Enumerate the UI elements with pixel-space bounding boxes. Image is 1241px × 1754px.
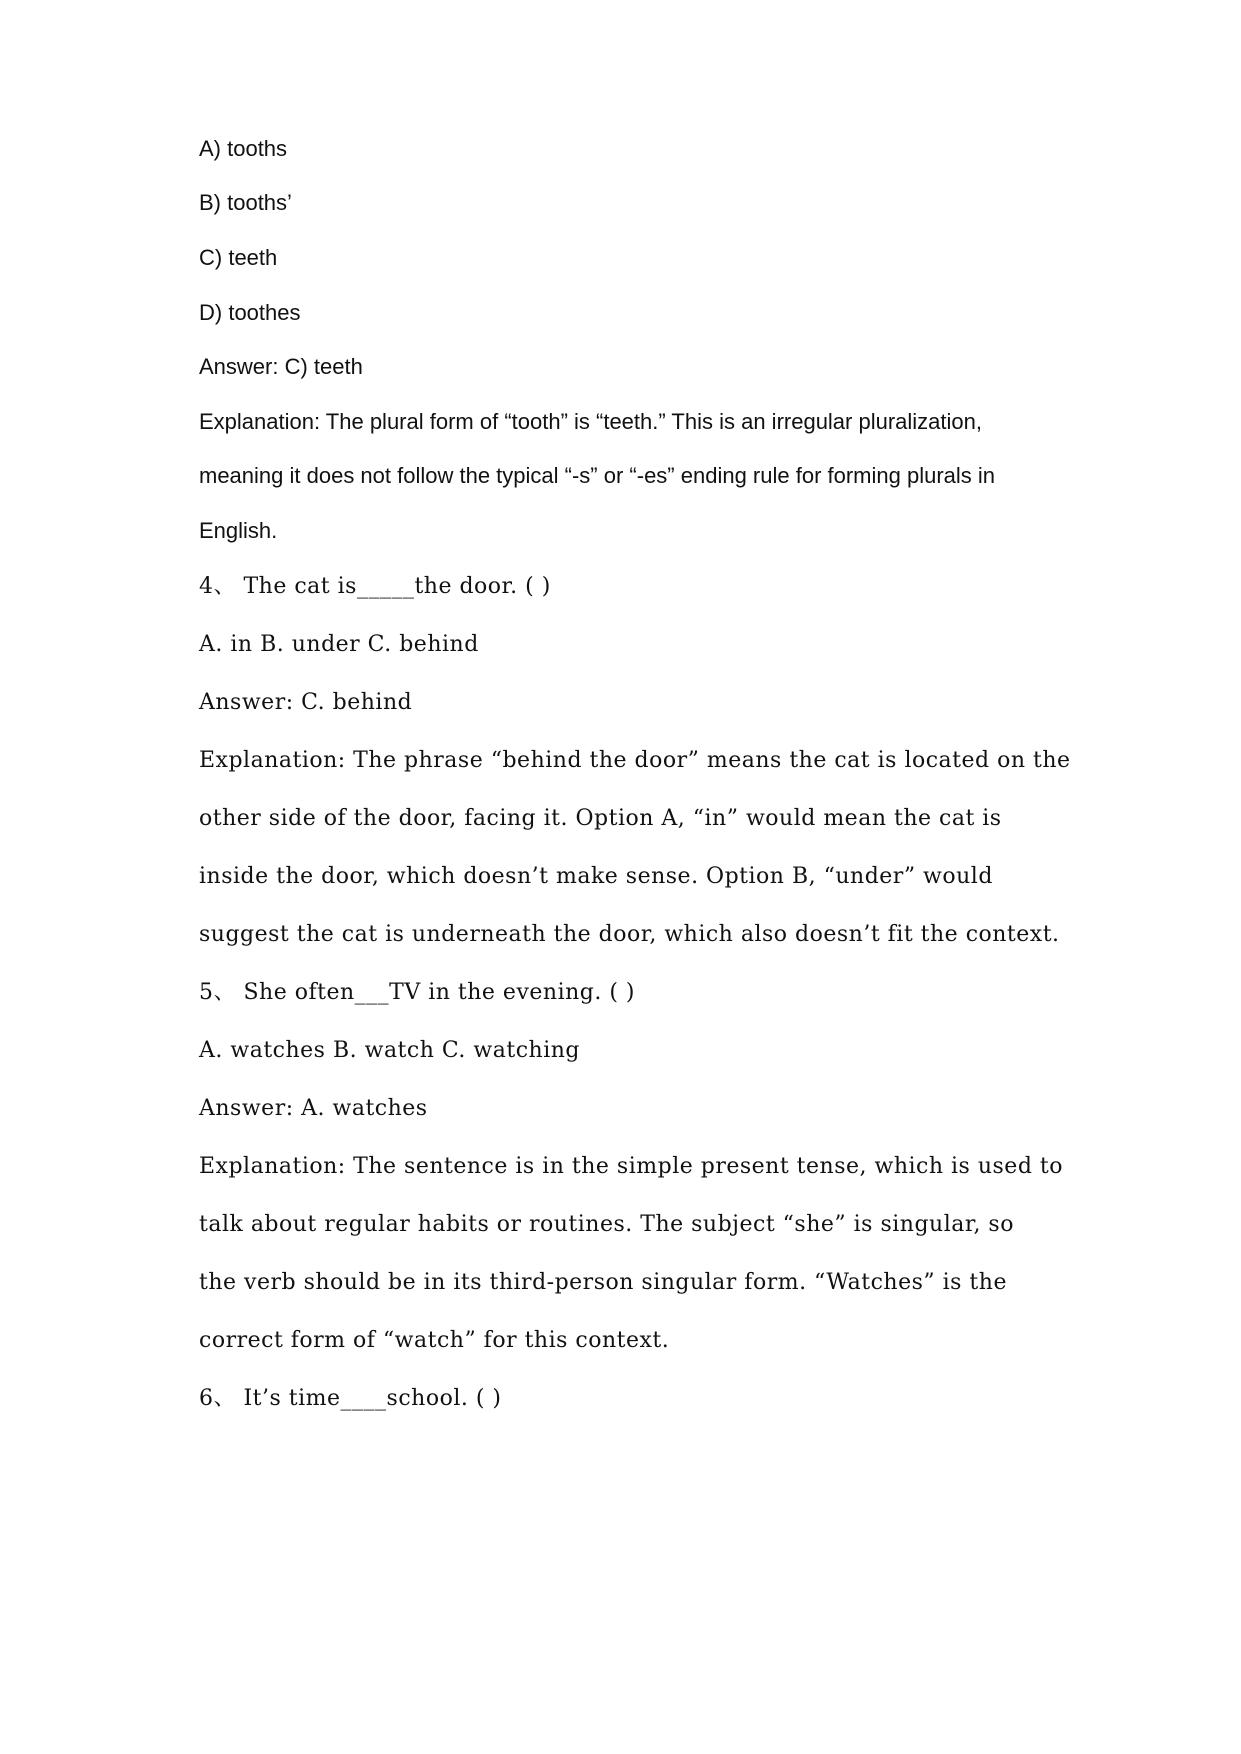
answer-q4: Answer: C. behind <box>199 690 413 715</box>
options-q5: A. watches B. watch C. watching <box>199 1038 580 1063</box>
explanation-q4-line-4: suggest the cat is underneath the door, which also doesn’t fit the context. <box>199 922 1060 947</box>
explanation-q3-line-2: meaning it does not follow the typical “-s” or “-es” ending rule for forming plurals in <box>199 463 996 488</box>
question-6: 6、 It’s time____school. ( ) <box>199 1386 502 1411</box>
explanation-q5-line-1: Explanation: The sentence is in the simple present tense, which is used to <box>199 1154 1063 1179</box>
option-d: D) toothes <box>199 300 301 325</box>
option-c: C) teeth <box>199 245 278 270</box>
explanation-q3-line-1: Explanation: The plural form of “tooth” is “teeth.” This is an irregular pluralization, <box>199 409 982 434</box>
option-a: A) tooths <box>199 136 288 161</box>
answer-q3: Answer: C) teeth <box>199 354 363 379</box>
explanation-q5-line-4: correct form of “watch” for this context. <box>199 1328 670 1353</box>
options-q4: A. in B. under C. behind <box>199 632 479 657</box>
explanation-q3-line-3: English. <box>199 518 278 543</box>
question-5: 5、 She often___TV in the evening. ( ) <box>199 980 636 1005</box>
answer-q5: Answer: A. watches <box>199 1096 428 1121</box>
question-4: 4、 The cat is_____the door. ( ) <box>199 574 551 599</box>
explanation-q4-line-3: inside the door, which doesn’t make sense. Option B, “under” would <box>199 864 993 889</box>
explanation-q4-line-1: Explanation: The phrase “behind the door” means the cat is located on the <box>199 748 1071 773</box>
option-b: B) tooths’ <box>199 190 292 215</box>
explanation-q5-line-3: the verb should be in its third-person singular form. “Watches” is the <box>199 1270 1007 1295</box>
explanation-q4-line-2: other side of the door, facing it. Option A, “in” would mean the cat is <box>199 806 1002 831</box>
explanation-q5-line-2: talk about regular habits or routines. The subject “she” is singular, so <box>199 1212 1014 1237</box>
